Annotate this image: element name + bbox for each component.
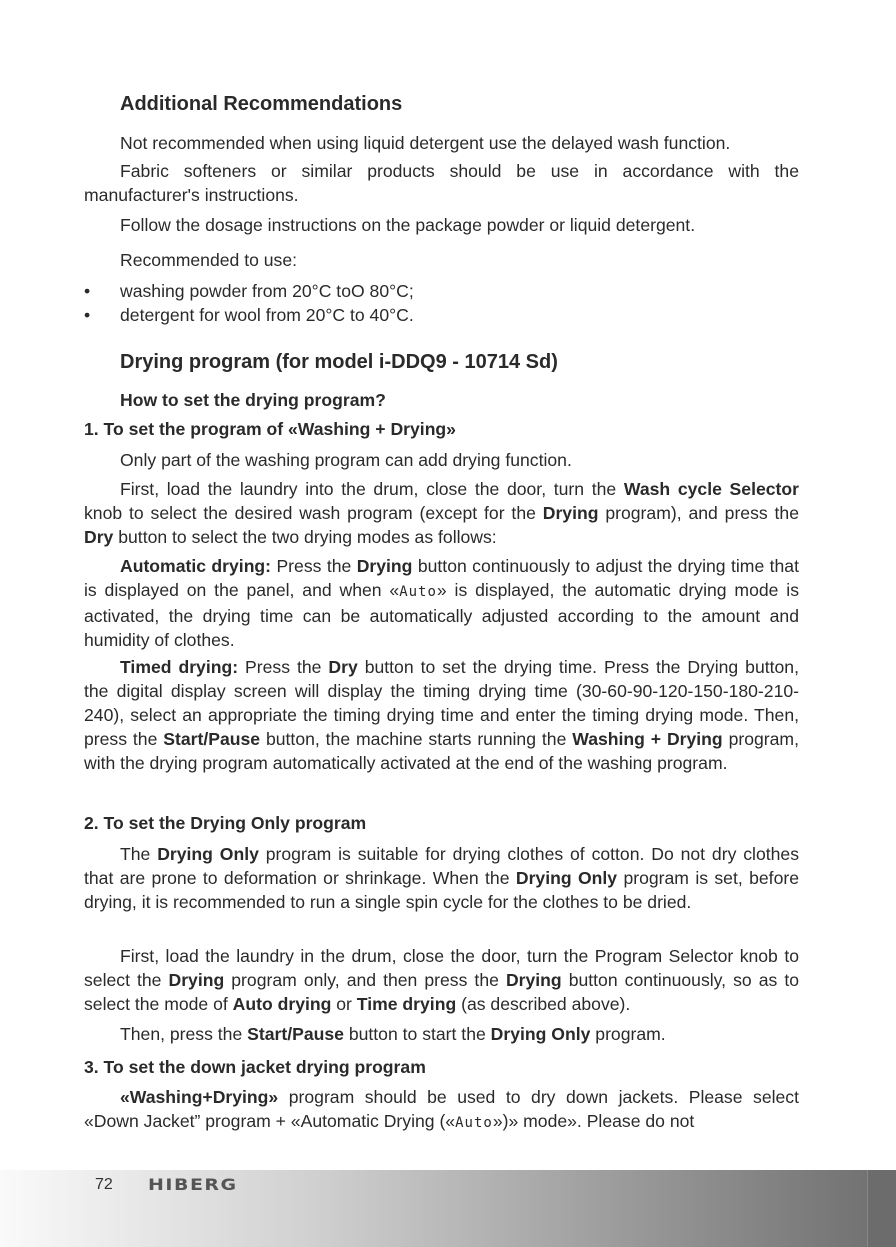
bullet-text: washing powder from 20°C toO 80°C; [120, 281, 414, 301]
subheading: How to set the drying program? [120, 390, 386, 410]
bold-text: Drying Only [490, 1024, 591, 1044]
text-run: button continuously to adjust the drying time that is displayed on the panel, and when « [84, 556, 799, 600]
paragraph [84, 159, 799, 207]
bold-text: Drying [168, 970, 225, 990]
text-run: or [331, 994, 357, 1014]
section-heading: Additional Recommendations [120, 93, 403, 115]
text-run: The [120, 844, 158, 864]
paragraph [84, 655, 799, 775]
bold-text: Time drying [356, 994, 457, 1014]
paragraph [84, 554, 799, 652]
text-run: »)» mode». Please do not [492, 1111, 695, 1131]
page-number: 72 [95, 1176, 113, 1193]
bold-text: Start/Pause [247, 1024, 344, 1044]
page-footer [0, 1170, 896, 1247]
bullet-text: detergent for wool from 20°C to 40°C. [120, 305, 414, 325]
bold-text: Timed drying: [120, 657, 239, 677]
bold-text: Wash cycle Selector [623, 479, 799, 499]
numbered-heading: 3. To set the down jacket drying program [84, 1057, 426, 1077]
text-run: Follow the dosage instructions on the package powder or liquid detergent. [120, 215, 696, 235]
bold-text: «Washing+Drying» [120, 1087, 279, 1107]
bold-text: Drying Only [515, 868, 618, 888]
brand-logo: HIBERG [148, 1175, 238, 1195]
paragraph [84, 477, 799, 549]
text-run: First, load the laundry in the drum, close the door, turn the Program Selector knob to select the [84, 946, 799, 990]
bold-text: Dry [84, 527, 114, 547]
bold-text: Auto drying [232, 994, 332, 1014]
text-run: Only part of the washing program can add drying function. [120, 450, 572, 470]
text-run: program is suitable for drying clothes of cotton. Do not dry clothes that are prone to deformation or shrinkage. When the [84, 844, 799, 888]
numbered-heading: 2. To set the Drying Only program [84, 813, 367, 833]
paragraph [84, 448, 799, 472]
bold-text: Drying [356, 556, 413, 576]
text-run: First, load the laundry into the drum, close the door, turn the [120, 479, 624, 499]
text-run: button continuously, so as to select the mode of [84, 970, 799, 1014]
text-run: program. [590, 1024, 666, 1044]
bold-text: Drying Only [157, 844, 259, 864]
text-run: Recommended to use: [120, 250, 298, 270]
text-run: button to set the drying time. Press the Drying button, the digital display screen will display the timing drying time (30-60-90-120-150-180-210-240), select an appropriate the timing drying time and enter the timing drying mode. Then, press the [84, 657, 799, 749]
bullet-item [84, 303, 414, 327]
section-heading: Drying program (for model i-DDQ9 - 10714 Sd) [120, 351, 558, 373]
paragraph [84, 131, 799, 155]
text-run: Fabric softeners or similar products should be use in accordance with the manufacturer's instructions. [84, 161, 799, 205]
text-run: Press the [271, 556, 357, 576]
paragraph [84, 842, 799, 914]
bold-text: Dry [328, 657, 358, 677]
numbered-heading: 1. To set the program of «Washing + Drying» [84, 419, 456, 439]
text-run: (as described above). [456, 994, 631, 1014]
text-run: Then, press the [120, 1024, 248, 1044]
text-run: button to start the [343, 1024, 491, 1044]
paragraph [84, 944, 799, 1016]
bullet-icon: • [84, 281, 91, 301]
bold-text: Drying [505, 970, 562, 990]
text-run: » is displayed, the automatic drying mode is activated, the drying time can be automatically adjusted according to the amount and humidity of clothes. [84, 580, 799, 650]
display-auto-glyph: Auto [399, 584, 437, 600]
paragraph [84, 213, 799, 237]
bullet-icon: • [84, 305, 91, 325]
text-run: program is set, before drying, it is recommended to run a single spin cycle for the clothes to be dried. [84, 868, 799, 912]
text-run: program only, and then press the [224, 970, 506, 990]
paragraph [84, 248, 799, 272]
bold-text: Automatic drying: [120, 556, 272, 576]
footer-edge-strip [867, 1170, 896, 1247]
bullet-item [84, 279, 414, 303]
display-auto-glyph: Auto [455, 1115, 493, 1131]
text-run: program, with the drying program automatically activated at the end of the washing program. [84, 729, 799, 773]
paragraph [84, 1022, 799, 1046]
text-run: knob to select the desired wash program (except for the [84, 503, 543, 523]
text-run: Not recommended when using liquid detergent use the delayed wash function. [120, 133, 731, 153]
text-run: button to select the two drying modes as follows: [113, 527, 497, 547]
paragraph [84, 1085, 799, 1135]
text-run: Press the [238, 657, 329, 677]
bold-text: Drying [542, 503, 599, 523]
text-run: program), and press the [598, 503, 799, 523]
text-run: program should be used to dry down jackets. Please select «Down Jacket” program + «Automatic Drying (« [84, 1087, 799, 1131]
bold-text: Washing + Drying [572, 729, 723, 749]
bold-text: Start/Pause [163, 729, 261, 749]
text-run: button, the machine starts running the [260, 729, 573, 749]
